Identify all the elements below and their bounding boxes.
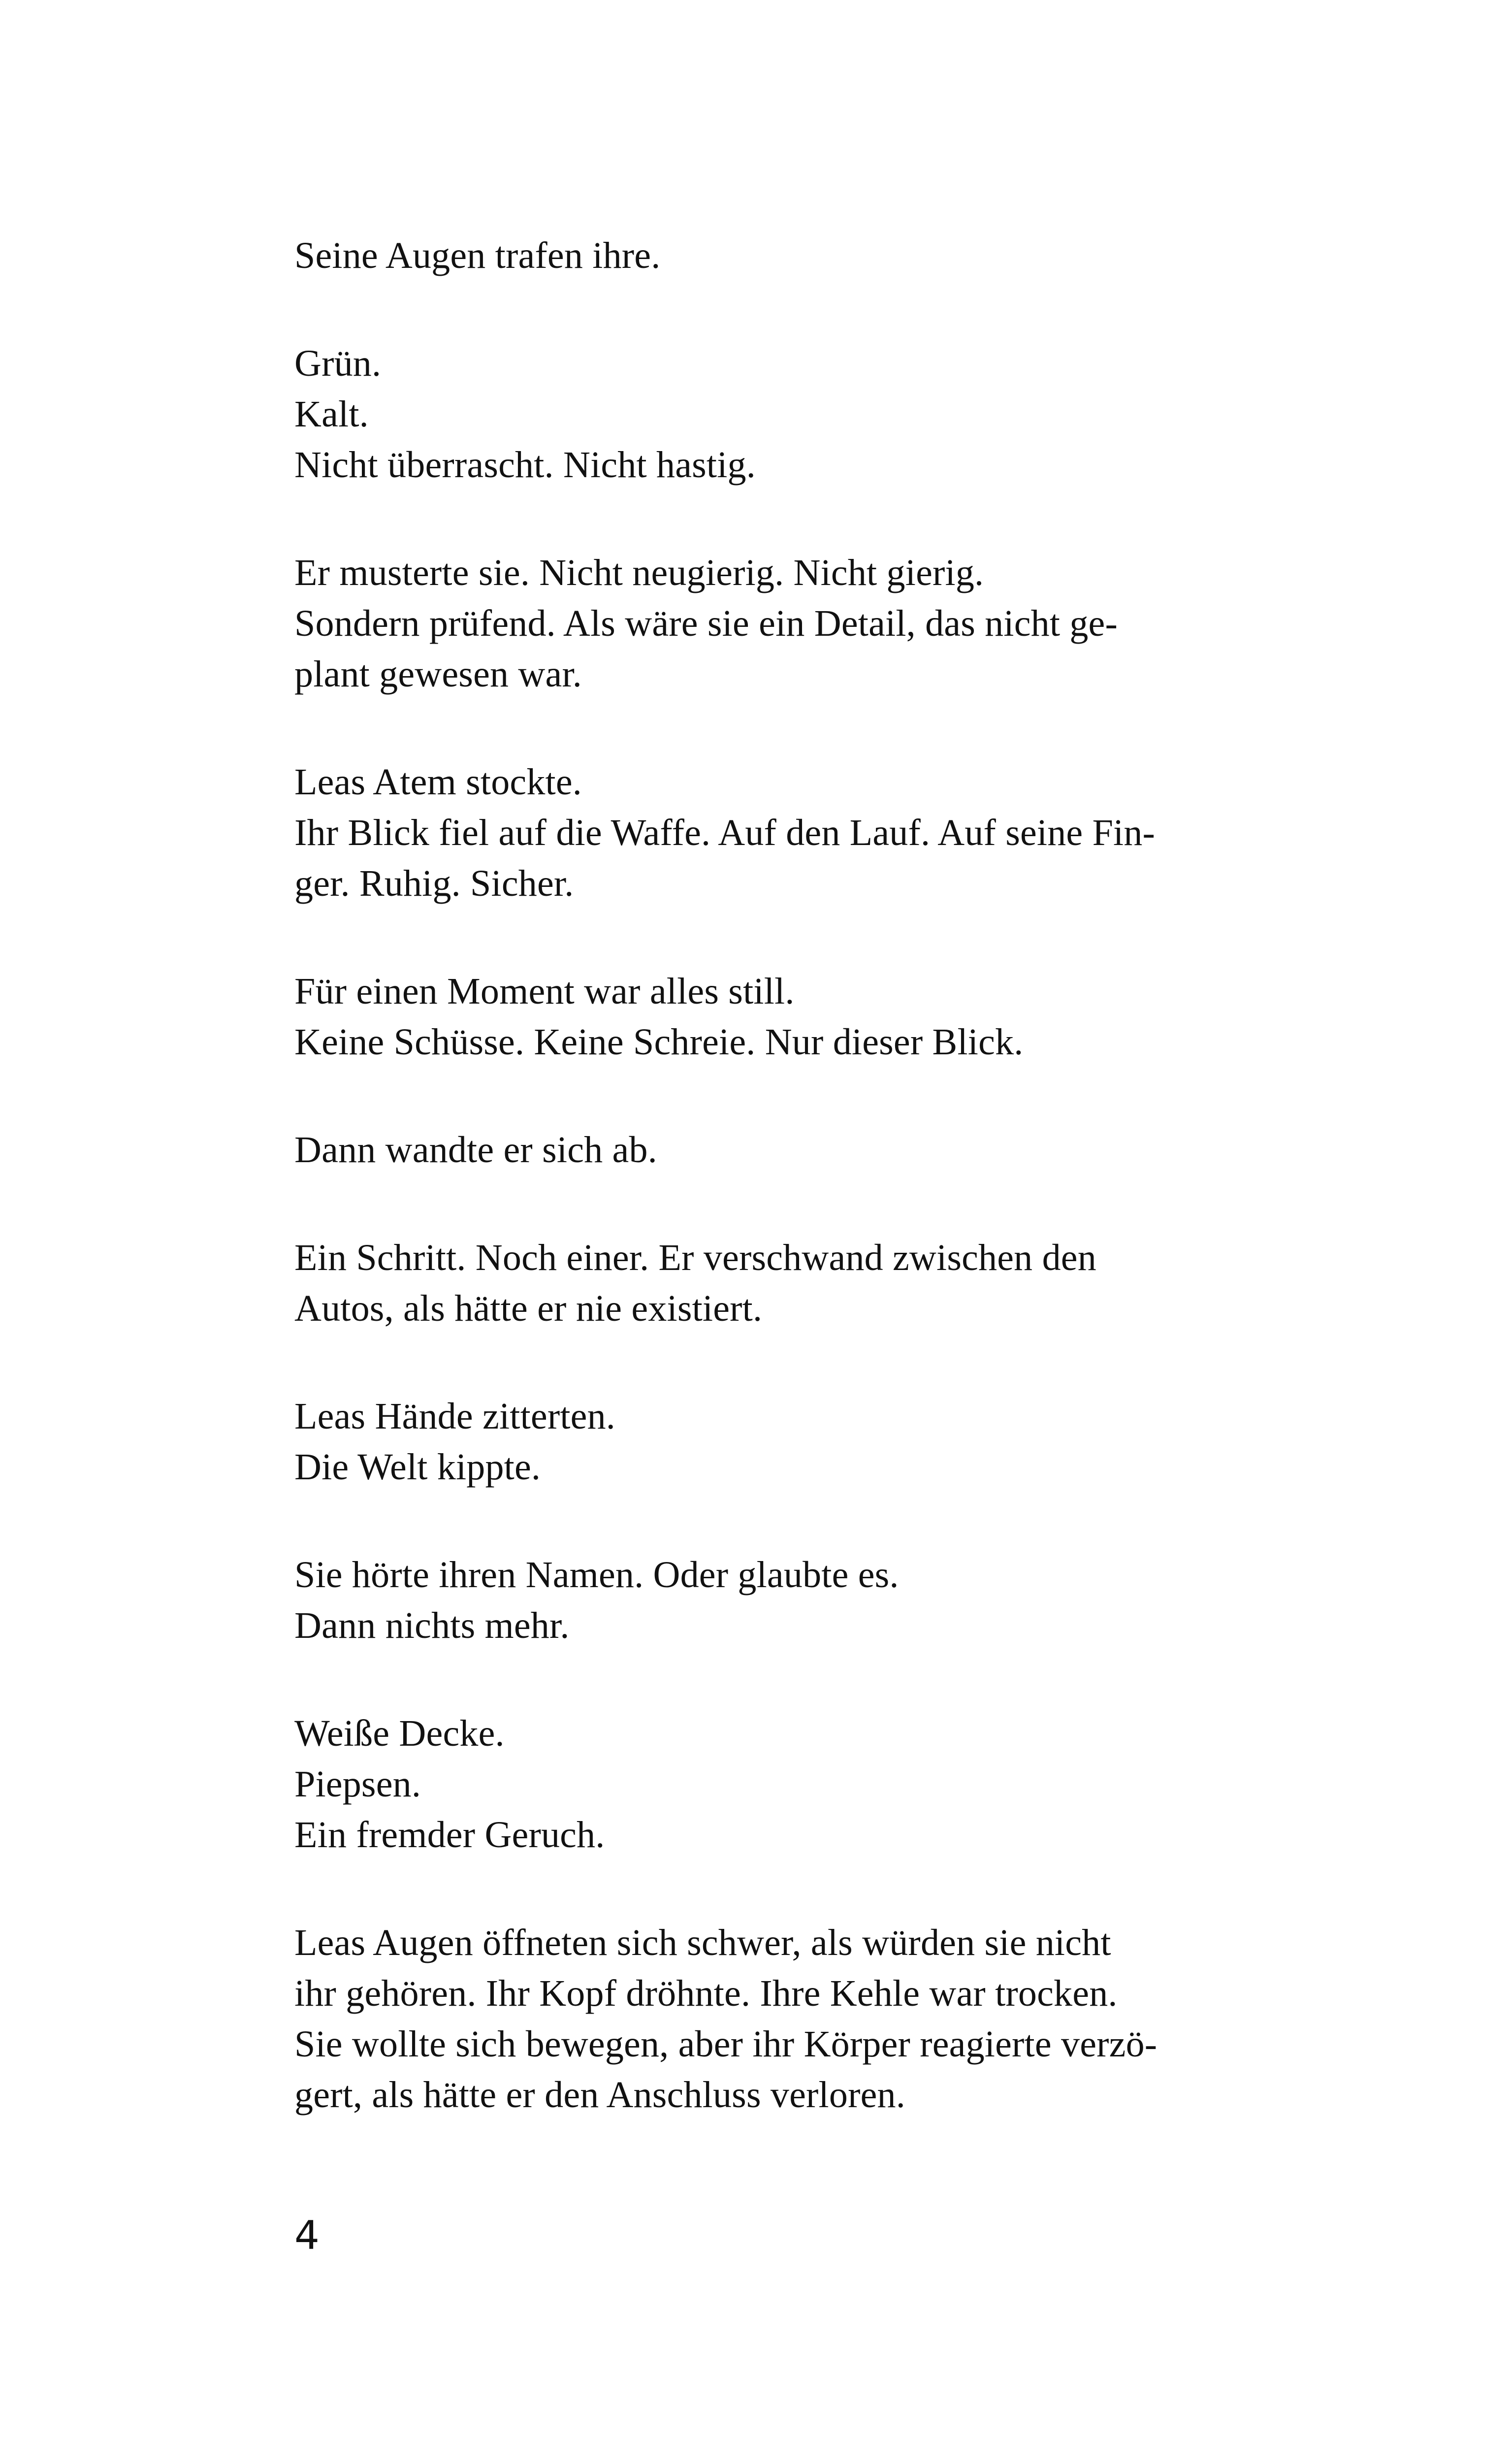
paragraph	[294, 1233, 1279, 1334]
paragraph	[294, 966, 1279, 1068]
text-line: Leas Hände zitterten.	[294, 1396, 615, 1437]
page-text	[294, 230, 1279, 2178]
paragraph	[294, 548, 1279, 700]
text-line: Leas Atem stockte.	[294, 761, 582, 803]
text-line: Sondern prüfend. Als wäre sie ein Detail, das nicht ge-	[294, 603, 1118, 644]
text-line: Autos, als hätte er nie existiert.	[294, 1288, 763, 1329]
text-line: gert, als hätte er den Anschluss verloren.	[294, 2074, 905, 2116]
text-line: Für einen Moment war alles still.	[294, 971, 795, 1012]
text-line: Er musterte sie. Nicht neugierig. Nicht gierig.	[294, 552, 984, 593]
paragraph	[294, 230, 1279, 281]
paragraph	[294, 1125, 1279, 1175]
text-line: Ein Schritt. Noch einer. Er verschwand zwischen den	[294, 1237, 1096, 1278]
paragraph	[294, 757, 1279, 909]
text-line: Weiße Decke.	[294, 1713, 505, 1754]
text-line: Kalt.	[294, 393, 369, 435]
text-line: Keine Schüsse. Keine Schreie. Nur dieser Blick.	[294, 1021, 1024, 1063]
text-line: Sie wollte sich bewegen, aber ihr Körper reagierte verzö-	[294, 2023, 1158, 2065]
paragraph	[294, 1918, 1279, 2120]
text-line: Leas Augen öffneten sich schwer, als würden sie nicht	[294, 1922, 1111, 1963]
text-line: plant gewesen war.	[294, 653, 582, 695]
text-line: Dann wandte er sich ab.	[294, 1129, 657, 1171]
paragraph	[294, 338, 1279, 490]
paragraph	[294, 1708, 1279, 1860]
page-number: 4	[294, 2213, 320, 2258]
text-line: Nicht überrascht. Nicht hastig.	[294, 444, 756, 486]
text-line: Seine Augen trafen ihre.	[294, 235, 661, 276]
paragraph	[294, 1391, 1279, 1493]
text-line: Ihr Blick fiel auf die Waffe. Auf den Lauf. Auf seine Fin-	[294, 812, 1156, 853]
text-line: Ein fremder Geruch.	[294, 1814, 605, 1856]
text-line: Sie hörte ihren Namen. Oder glaubte es.	[294, 1554, 899, 1596]
text-line: Dann nichts mehr.	[294, 1605, 570, 1646]
text-line: ger. Ruhig. Sicher.	[294, 863, 574, 904]
text-line: ihr gehören. Ihr Kopf dröhnte. Ihre Kehle war trocken.	[294, 1973, 1118, 2014]
text-line: Piepsen.	[294, 1763, 421, 1805]
paragraph	[294, 1550, 1279, 1651]
text-line: Grün.	[294, 343, 382, 384]
text-line: Die Welt kippte.	[294, 1446, 541, 1488]
